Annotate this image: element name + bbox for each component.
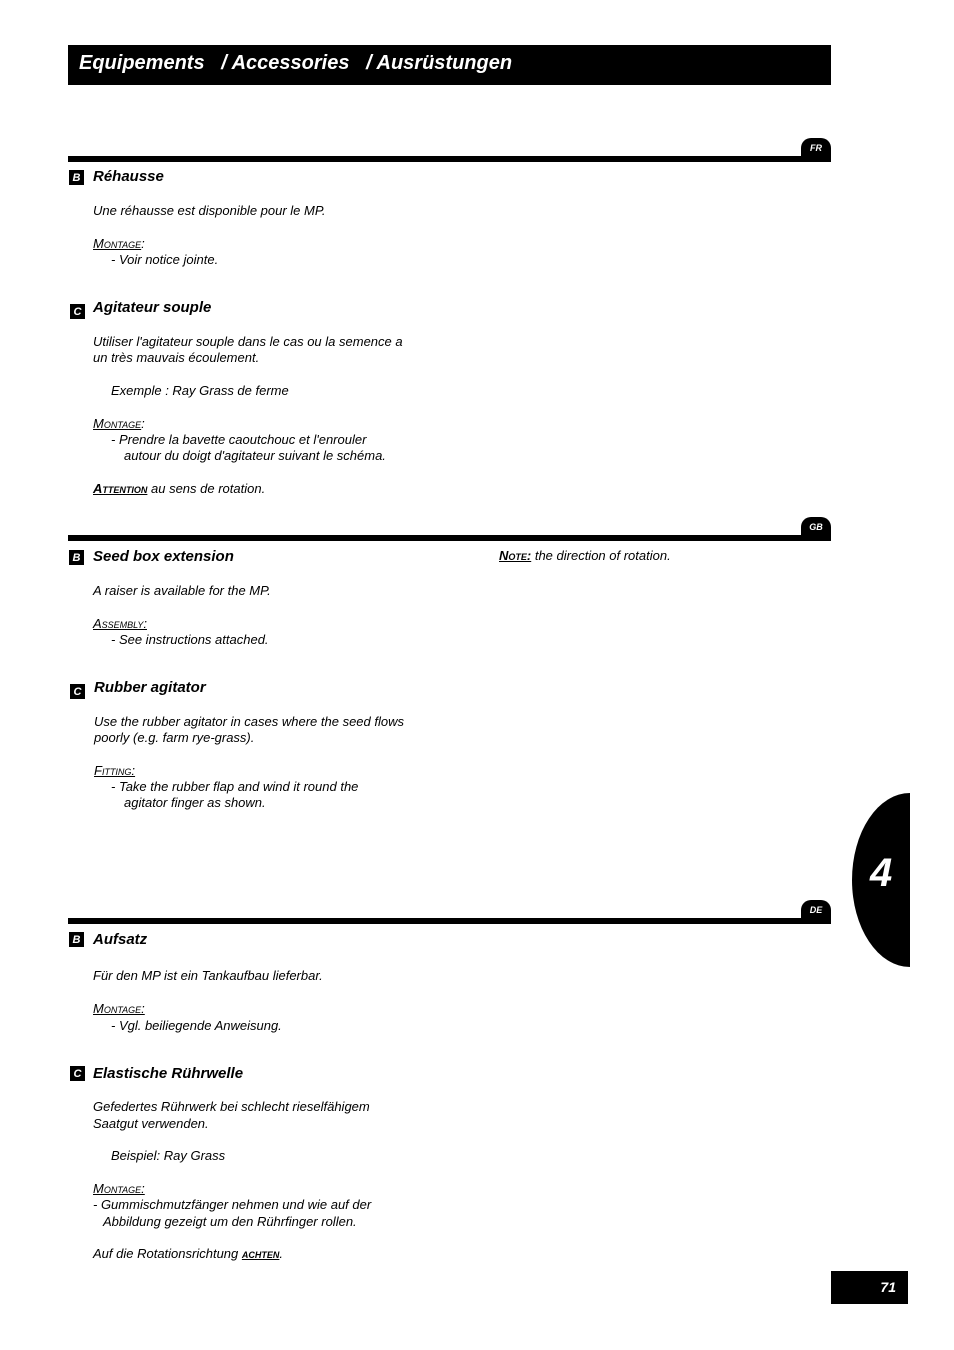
text-example: Beispiel: Ray Grass — [111, 1148, 226, 1163]
list-item-continuation: agitator finger as shown. — [124, 795, 266, 810]
text-line: Saatgut verwenden. — [93, 1116, 209, 1131]
label-montage: Montage: — [93, 236, 145, 251]
list-item: - See instructions attached. — [111, 632, 269, 647]
section-marker-c: C — [70, 684, 85, 699]
heading-rehausse: Réhausse — [93, 168, 164, 185]
label-montage: Montage: — [93, 1181, 145, 1196]
heading-elastische-ruehrwelle: Elastische Rührwelle — [93, 1065, 244, 1082]
list-item: - Voir notice jointe. — [111, 252, 219, 267]
attention-note: Attention au sens de rotation. — [93, 481, 266, 496]
section-marker-b: B — [69, 170, 84, 185]
text-line: Use the rubber agitator in cases where the seed flows — [94, 714, 405, 729]
list-item: - Prendre la bavette caoutchouc et l'enrouler — [111, 432, 367, 447]
list-item-continuation: Abbildung gezeigt um den Rührfinger rollen. — [103, 1214, 357, 1229]
label-assembly: Assembly: — [93, 616, 147, 631]
list-item: - Vgl. beiliegende Anweisung. — [111, 1018, 282, 1033]
text-seed-box-intro: A raiser is available for the MP. — [93, 583, 271, 598]
section-rule-fr — [68, 156, 831, 162]
lang-badge-fr: FR — [801, 138, 831, 158]
heading-seed-box-extension: Seed box extension — [93, 548, 234, 565]
list-item: - Take the rubber flap and wind it round the — [111, 779, 359, 794]
section-marker-b: B — [69, 932, 84, 947]
chapter-tab — [852, 793, 910, 967]
text-line: Utiliser l'agitateur souple dans le cas ou la semence a — [93, 334, 403, 349]
heading-agitateur-souple: Agitateur souple — [93, 299, 212, 316]
heading-rubber-agitator: Rubber agitator — [94, 679, 206, 696]
heading-aufsatz: Aufsatz — [93, 931, 148, 948]
lang-badge-de: DE — [801, 900, 831, 920]
label-fitting: Fitting: — [94, 763, 136, 778]
section-marker-c: C — [70, 1066, 85, 1081]
chapter-number: 4 — [870, 851, 893, 895]
text-rehausse-intro: Une réhausse est disponible pour le MP. — [93, 203, 326, 218]
section-marker-c: C — [70, 304, 85, 319]
text-line: poorly (e.g. farm rye-grass). — [94, 730, 255, 745]
list-item-continuation: autour du doigt d'agitateur suivant le schéma. — [124, 448, 386, 463]
lang-badge-gb: GB — [801, 517, 831, 537]
label-montage: Montage: — [93, 416, 145, 431]
section-rule-gb — [68, 535, 831, 541]
page-title-bar — [68, 45, 831, 85]
section-rule-de — [68, 918, 831, 924]
text-aufsatz-intro: Für den MP ist ein Tankaufbau lieferbar. — [93, 968, 323, 983]
page-number: 71 — [831, 1271, 908, 1304]
text-example: Exemple : Ray Grass de ferme — [111, 383, 289, 398]
attention-note: Auf die Rotationsrichtung achten. — [93, 1246, 283, 1261]
label-montage: Montage: — [93, 1001, 145, 1016]
page-title: Equipements / Accessories / Ausrüstungen — [79, 52, 513, 74]
text-line: Gefedertes Rührwerk bei schlecht rieselfähigem — [93, 1099, 370, 1114]
section-marker-b: B — [69, 550, 84, 565]
text-line: un très mauvais écoulement. — [93, 350, 260, 365]
note-rotation: Note: the direction of rotation. — [499, 548, 671, 563]
list-item: - Gummischmutzfänger nehmen und wie auf der — [93, 1197, 372, 1212]
